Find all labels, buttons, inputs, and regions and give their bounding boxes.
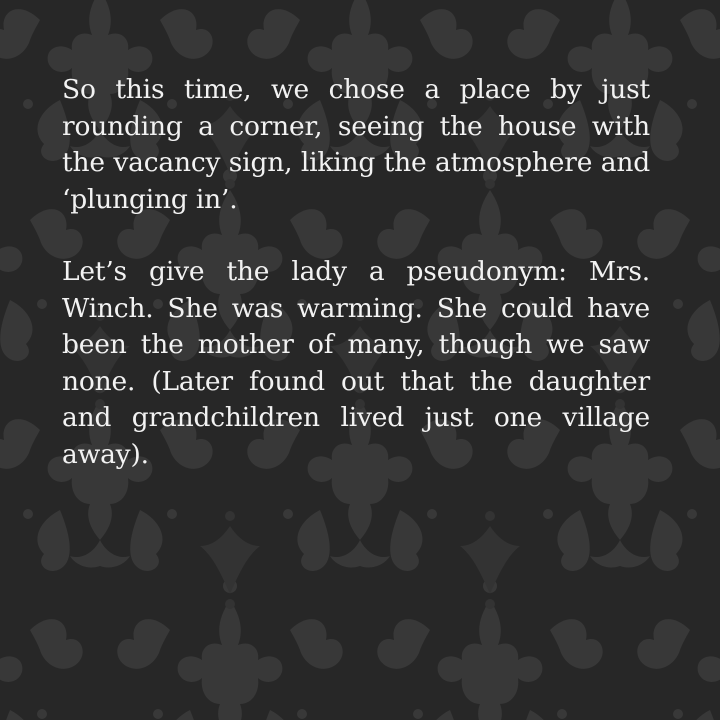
paragraph-2: Let’s give the lady a pseudonym: Mrs. Winch. She was warming. She could have been the mother of many, though we saw none. (Later found out that the daughter and grandchildren lived just one village away). xyxy=(62,256,650,470)
paragraph-1: So this time, we chose a place by just rounding a corner, seeing the house with the vacancy sign, liking the atmosphere and ‘plunging in’. xyxy=(62,74,650,215)
story-text xyxy=(62,72,650,509)
